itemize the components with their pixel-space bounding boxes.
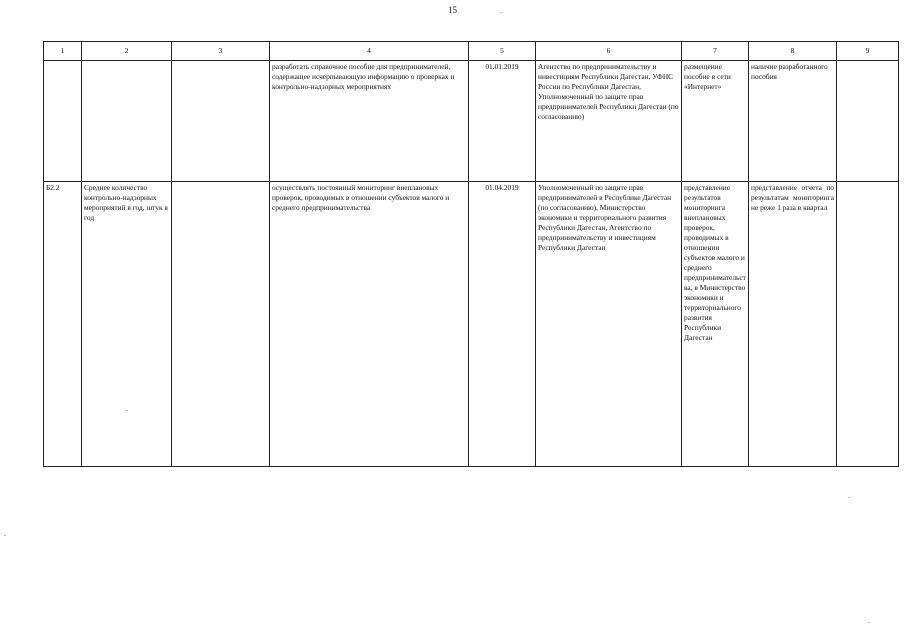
cell-result: представление результатов мониторинга внеплановых проверок, проводимых в отношении субъектов малого и среднего предпринимательства, в Министерство экономики и территориального развития Республики Дагестан (682, 182, 749, 467)
cell-indicator: Среднее количество контрольно-надзорных мероприятий в год, штук в год (82, 182, 172, 467)
page-number: 15 (448, 5, 457, 15)
column-header-9: 9 (837, 42, 899, 61)
scan-speck (4, 535, 6, 536)
cell-number: Б2.2 (44, 182, 82, 467)
scan-speck (868, 622, 870, 623)
cell-number (44, 61, 82, 182)
measures-table (43, 41, 899, 467)
header-row (44, 42, 899, 61)
column-header-1: 1 (44, 42, 82, 61)
column-header-6: 6 (536, 42, 682, 61)
scan-speck (126, 410, 128, 411)
cell-responsible: Агентство по предпринимательству и инвестициям Республики Дагестан, УФНС России по Республики Дагестан, Уполномоченный по защите прав предпринимателей Республики Дагестан (по согласованию) (536, 61, 682, 182)
cell-indicator-result: представление отчета по результатам мониторинга не реже 1 раза в квартал (749, 182, 837, 467)
cell-col9 (837, 182, 899, 467)
cell-indicator-result: наличие разработанного пособия (749, 61, 837, 182)
cell-col3 (172, 61, 270, 182)
cell-col3 (172, 182, 270, 467)
cell-indicator (82, 61, 172, 182)
column-header-4: 4 (270, 42, 469, 61)
cell-responsible: Уполномоченный по защите прав предпринимателей в Республике Дагестан (по согласованию), Министерство экономики и территориального развития Республики Дагестан, Агентство по предпринимательству и инвестициям Республики Дагестан (536, 182, 682, 467)
cell-date: 01.04.2019 (469, 182, 536, 467)
scan-speck (500, 12, 502, 13)
column-header-5: 5 (469, 42, 536, 61)
table-row (44, 182, 899, 467)
cell-measure: разработать справочное пособие для предпринимателей, содержащее исчерпывающую информацию о проверках и контрольно-надзорных мероприятиях (270, 61, 469, 182)
scan-speck (848, 497, 850, 498)
column-header-7: 7 (682, 42, 749, 61)
column-header-8: 8 (749, 42, 837, 61)
column-header-2: 2 (82, 42, 172, 61)
cell-col9 (837, 61, 899, 182)
cell-date: 01.01.2019 (469, 61, 536, 182)
cell-result: размещение пособие в сети «Интернет» (682, 61, 749, 182)
column-header-3: 3 (172, 42, 270, 61)
cell-measure: осуществлять постоянный мониторинг внеплановых проверок, проводимых в отношении субъектов малого и среднего предпринимательства (270, 182, 469, 467)
table-row (44, 61, 899, 182)
